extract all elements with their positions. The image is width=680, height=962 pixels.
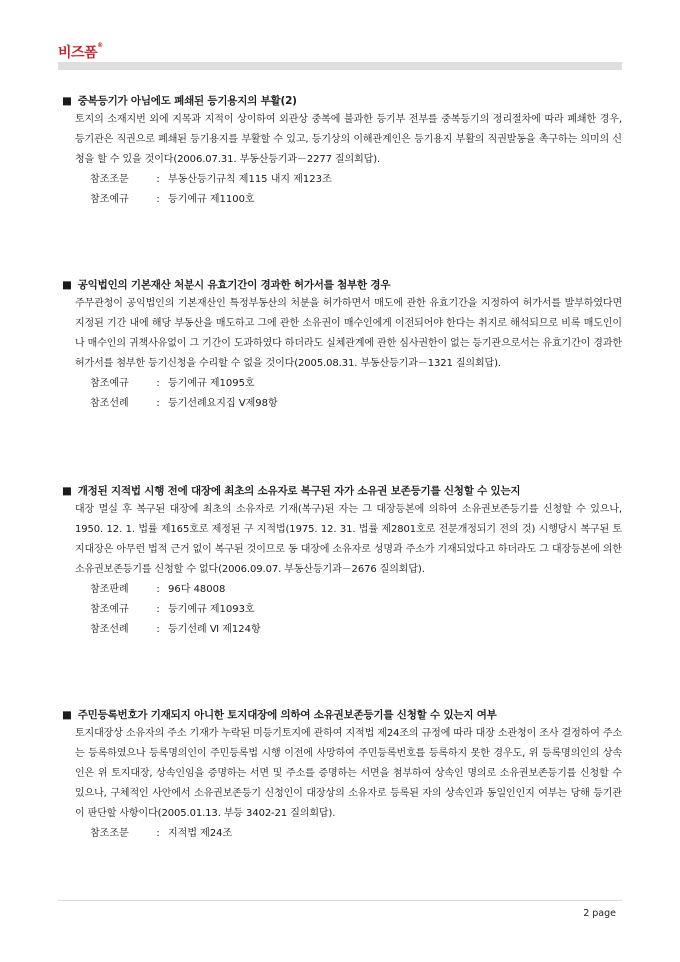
reference-value: 등기선례요지집 Ⅴ제98항 [168,398,278,409]
reference-label: 참조예규 [90,604,129,615]
reference-list [62,580,622,640]
reference-row [90,580,622,600]
reference-separator: : [156,378,160,389]
footer-divider [58,900,622,901]
section-title-text: 주민등록번호가 기재되지 아니한 토지대장에 의하여 소유권보존등기를 신청할 수 있는지 여부 [77,709,497,721]
section-4 [62,706,622,844]
page-header [58,40,622,72]
reference-row [90,600,622,620]
section-title [62,482,622,500]
reference-value: 지적법 제24조 [168,828,233,839]
reference-row [90,190,622,210]
logo-text: 비즈폼 [58,45,98,61]
section-title [62,706,622,724]
reference-separator: : [156,174,160,185]
reference-value: 96다 48008 [168,584,226,595]
reference-separator: : [156,624,160,635]
reference-value: 등기예규 제1093호 [168,604,255,615]
header-divider-bar [58,62,622,70]
section-title-text: 개정된 지적법 시행 전에 대장에 최초의 소유자로 복구된 자가 소유권 보존등기를 신청할 수 있는지 [77,485,521,497]
reference-value: 등기예규 제1095호 [168,378,255,389]
section-1 [62,92,622,210]
registered-mark: ® [97,42,103,49]
reference-row [90,824,622,844]
section-2 [62,276,622,414]
reference-list [62,374,622,414]
reference-separator: : [156,584,160,595]
section-3 [62,482,622,640]
section-body: 주무관청이 공익법인의 기본재산인 특정부동산의 처분을 허가하면서 매도에 관한 유효기간을 지정하여 허가서를 발부하였다면 지정된 기간 내에 해당 부동산을 매도하고 그에 관한 소유권이 매수인에게 이전되어야 한다는 취지로 해석되므로 비록 매도인이나 매수인의 귀책사유없이 그 기간이 도과하였다 하더라도 실체관계에 관한 심사권한이 없는 등기관으로서는 유효기간이 경과한 허가서를 첨부한 등기신청을 수리할 수 없을 것이다(2005.08.31. 부동산등기과－1321 질의회답). [75,298,622,369]
section-body: 토지의 소재지번 외에 지목과 지적이 상이하여 외관상 중복에 불과한 등기부 전부를 중복등기의 정리절차에 따라 폐쇄한 경우, 등기관은 직권으로 폐쇄된 등기용지를 부활할 수 있고, 등기상의 이해관계인은 등기용지 부활의 직권발동을 촉구하는 의미의 신청을 할 수 있을 것이다(2006.07.31. 부동산등기과－2277 질의회답). [75,114,622,165]
reference-row [90,374,622,394]
square-bullet-icon: ■ [62,485,72,497]
reference-row [90,394,622,414]
reference-list [62,170,622,210]
reference-value: 부동산등기규칙 제115 내지 제123조 [168,174,332,185]
square-bullet-icon: ■ [62,709,72,721]
reference-label: 참조조문 [90,828,129,839]
reference-separator: : [156,828,160,839]
bizform-logo [58,42,103,62]
section-title-text: 공익법인의 기본재산 처분시 유효기간이 경과한 허가서를 첨부한 경우 [77,279,391,291]
reference-label: 참조판례 [90,584,129,595]
reference-separator: : [156,604,160,615]
section-body: 토지대장상 소유자의 주소 기재가 누락된 미등기토지에 관하여 지적법 제24조의 규정에 따라 대장 소관청이 조사 결정하여 주소는 등록하였으나 등록명의인이 주민등록법 시행 이전에 사망하여 주민등록번호를 등록하지 못한 경우도, 위 등록명의인의 상속인은 위 토지대장, 상속인임을 증명하는 서면 및 주소를 증명하는 서면을 첨부하여 상속인 명의로 소유권보존등기를 신청할 수 있으나, 구체적인 사안에서 소유권보존등기 신청인이 대장상의 소유자로 등록된 자의 상속인과 동일인인지 여부는 당해 등기관이 판단할 사항이다(2005.01.13. 부등 3402-21 질의회답). [75,728,622,819]
section-title [62,92,622,110]
reference-label: 참조예규 [90,194,129,205]
reference-separator: : [156,194,160,205]
reference-value: 등기선례 Ⅵ 제124항 [168,624,261,635]
reference-separator: : [156,398,160,409]
reference-row [90,170,622,190]
reference-label: 참조선례 [90,624,129,635]
reference-list [62,824,622,844]
page-number: 2 page [583,908,616,919]
reference-label: 참조선례 [90,398,129,409]
reference-label: 참조조문 [90,174,129,185]
square-bullet-icon: ■ [62,279,72,291]
section-title [62,276,622,294]
section-title-text: 중복등기가 아님에도 폐쇄된 등기용지의 부활(2) [77,95,297,107]
square-bullet-icon: ■ [62,95,72,107]
reference-value: 등기예규 제1100호 [168,194,255,205]
reference-label: 참조예규 [90,378,129,389]
reference-row [90,620,622,640]
section-body: 대장 멸실 후 복구된 대장에 최초의 소유자로 기재(복구)된 자는 그 대장등본에 의하여 소유권보존등기를 신청할 수 있으나, 1950. 12. 1. 법률 제165호로 제정된 구 지적법(1975. 12. 31. 법률 제2801호로 전문개정되기 전의 것) 시행당시 복구된 토지대장은 아무런 법적 근거 없이 복구된 것이므로 동 대장에 소유자로 성명과 주소가 기재되었다고 하더라도 그 대장등본에 의한 소유권보존등기를 신청할 수 없다(2006.09.07. 부동산등기과－2676 질의회답). [75,504,622,575]
